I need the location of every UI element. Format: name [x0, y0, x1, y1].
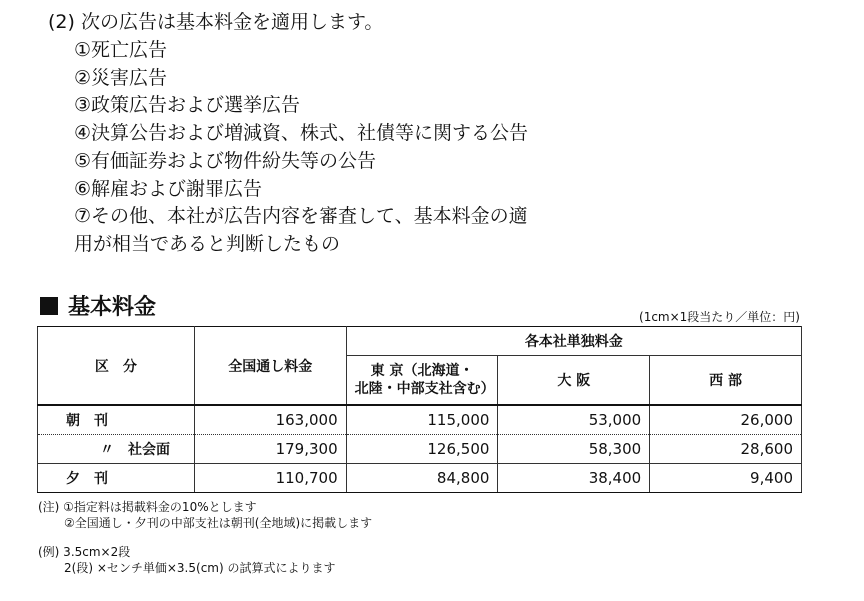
unit-note: (1cm×1段当たり／単位：円)	[639, 310, 800, 324]
cell-tokyo: 115,000	[346, 405, 498, 435]
list-item: 用が相当であると判断したもの	[74, 232, 341, 255]
list-item: ⑦その他、本社が広告内容を審査して、基本料金の適	[74, 205, 528, 228]
list-item: ③政策広告および選挙広告	[74, 94, 301, 117]
list-item: ④決算公告および増減資、株式、社債等に関する公告	[74, 122, 529, 145]
list-item: ②災害広告	[74, 66, 168, 89]
list-item: ①死亡広告	[74, 39, 168, 61]
row-label: 朝刊	[38, 405, 195, 435]
header-tokyo-line1: 東 京（北海道・	[370, 363, 474, 379]
header-zenkoku: 全国通し料金	[194, 327, 346, 406]
table-row	[38, 435, 802, 464]
row-label: 夕刊	[38, 464, 195, 493]
black-square-icon	[40, 297, 58, 315]
notes	[38, 499, 372, 531]
row-label: 〃 社会面	[38, 435, 195, 464]
table-row	[38, 405, 802, 435]
cell-tokyo: 84,800	[346, 464, 498, 493]
header-kubun: 区 分	[38, 327, 195, 406]
header-tokyo	[346, 356, 498, 406]
cell-osaka: 58,300	[498, 435, 650, 464]
intro-text: (2) 次の広告は基本料金を適用します。	[48, 11, 384, 33]
example	[38, 544, 335, 576]
cell-zenkoku: 163,000	[194, 405, 346, 435]
header-seibu: 西 部	[650, 356, 802, 406]
list-item: ⑥解雇および謝罪広告	[74, 177, 263, 200]
section-heading	[40, 290, 156, 321]
example-line: (例) 3.5cm×2段	[38, 545, 131, 559]
header-kakuhonsha: 各本社単独料金	[346, 327, 801, 356]
cell-osaka: 53,000	[498, 405, 650, 435]
cell-tokyo: 126,500	[346, 435, 498, 464]
cell-zenkoku: 110,700	[194, 464, 346, 493]
ad-type-list	[74, 37, 528, 259]
cell-zenkoku: 179,300	[194, 435, 346, 464]
table-row	[38, 464, 802, 493]
header-osaka: 大 阪	[498, 356, 650, 406]
cell-osaka: 38,400	[498, 464, 650, 493]
note-line: (注) ①指定料は掲載料金の10%とします	[38, 500, 257, 514]
list-item: ⑤有価証券および物件紛失等の公告	[74, 149, 377, 172]
cell-seibu: 9,400	[650, 464, 802, 493]
section-title: 基本料金	[68, 295, 157, 320]
note-line: ②全国通し・夕刊の中部支社は朝刊(全地域)に掲載します	[64, 516, 373, 530]
cell-seibu: 26,000	[650, 405, 802, 435]
fee-table	[37, 326, 802, 493]
cell-seibu: 28,600	[650, 435, 802, 464]
header-tokyo-line2: 北陸・中部支社含む）	[354, 381, 495, 397]
example-line: 2(段) ×センチ単価×3.5(cm) の試算式によります	[64, 561, 336, 575]
